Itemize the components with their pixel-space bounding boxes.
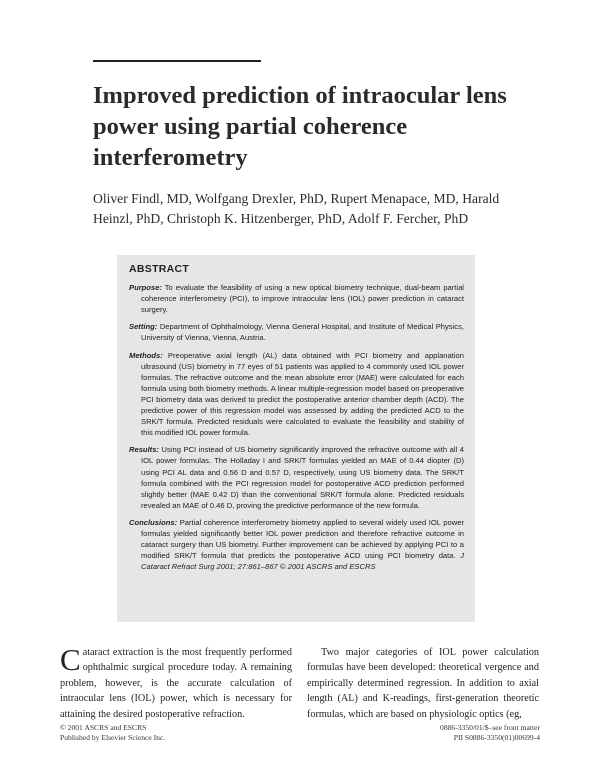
methods-label: Methods: — [129, 350, 163, 360]
abstract-purpose — [129, 282, 464, 315]
results-text: Using PCI instead of US biometry significantly improved the refractive outcome with all 4 IOL power formulas. The Holladay I and SRK/T formulas yielded an MAE of 0.44 diopter (D) using PCI AL data and 0.56 D and 0.57 D, respectively, using US biometry data. The SRK/T formula combined with the PCI regression model for postoperative ACD prediction performed slightly better (MAE 0.42 D) than the conventional SRK/T formula alone. Predicted residuals revealed an MAE of 0.46 D, proving the predictive performance of the new formula. — [141, 445, 464, 510]
body-column-right — [307, 645, 539, 722]
methods-text: Preoperative axial length (AL) data obtained with PCI biometry and applanation ultrasound (US) biometry in 77 eyes of 51 patients was applied to 4 commonly used IOL power formulas. The refractive outcome and the mean absolute error (MAE) were calculated for each formula using both biometry methods. A linear multiple-regression model based on preoperative PCI biometry data was derived to predict the postoperative anterior chamber depth (ACD). The predictive power of this regression model was assessed by adding the predicted ACD to the SRK/T formula. Predicted residuals were calculated to evaluate the feasibility and stability of this modified IOL power formula. — [141, 350, 464, 438]
purpose-text: To evaluate the feasibility of using a new optical biometry technique, dual-beam partial coherence interferometry (PCI), to improve intraocular lens (IOL) power prediction in cataract surgery. — [141, 283, 464, 315]
abstract-heading: ABSTRACT — [129, 263, 190, 275]
footer-copyright — [60, 723, 165, 743]
setting-label: Setting: — [129, 322, 158, 332]
body-right-text: Two major categories of IOL power calculation formulas have been developed: theoretical vergence and empirically determined regression. In addition to axial length (AL) and K-readings, first-generation theoretic formulas, which are based on physiologic optics (eg, — [307, 647, 539, 720]
conclusions-text: Partial coherence interferometry biometry applied to several widely used IOL power formulas yielded significantly better IOL power prediction and therefore refractive outcome in cataract surgery than US biometry. Further improvement can be achieved by applying PCI to a modified SRK/T formula that predicts the postoperative ACD using PCI biometry data. — [141, 517, 464, 561]
body-left-text: ataract extraction is the most frequently performed ophthalmic surgical procedure today. A remaining problem, however, is the accurate calculation of intraocular lens (IOL) power, which is necessary for attaining the desired postoperative refraction. — [60, 647, 292, 720]
abstract-results — [129, 444, 464, 511]
abstract-box — [117, 255, 475, 622]
title-rule — [93, 60, 261, 62]
abstract-methods — [129, 350, 464, 439]
footer-copyright-line: © 2001 ASCRS and ESCRS — [60, 723, 147, 732]
drop-cap: C — [60, 642, 81, 677]
abstract-setting — [129, 321, 464, 343]
body-column-left — [60, 642, 292, 722]
abstract-conclusions — [129, 517, 464, 572]
author-list: Oliver Findl, MD, Wolfgang Drexler, PhD, Rupert Menapace, MD, Harald Heinzl, PhD, Christoph K. Hitzenberger, PhD, Adolf F. Fercher, PhD — [93, 191, 500, 226]
results-label: Results: — [129, 445, 159, 455]
article-title: Improved prediction of intraocular lens power using partial coherence interferometry — [93, 82, 507, 171]
conclusions-label: Conclusions: — [129, 517, 178, 527]
footer-identifiers — [340, 723, 540, 743]
journal-citation: J Cataract Refract Surg 2001; 27:861–867 © 2001 ASCRS and ESCRS — [141, 551, 464, 572]
setting-text: Department of Ophthalmology, Vienna General Hospital, and Institute of Medical Physics, University of Vienna, Vienna, Austria. — [141, 322, 464, 343]
purpose-label: Purpose: — [129, 283, 162, 293]
footer-issn-line: 0886-3350/01/$–see front matter — [440, 723, 540, 732]
footer-pii-line: PII S0886-3350(01)00699-4 — [453, 733, 540, 742]
footer-publisher-line: Published by Elsevier Science Inc. — [60, 733, 166, 742]
